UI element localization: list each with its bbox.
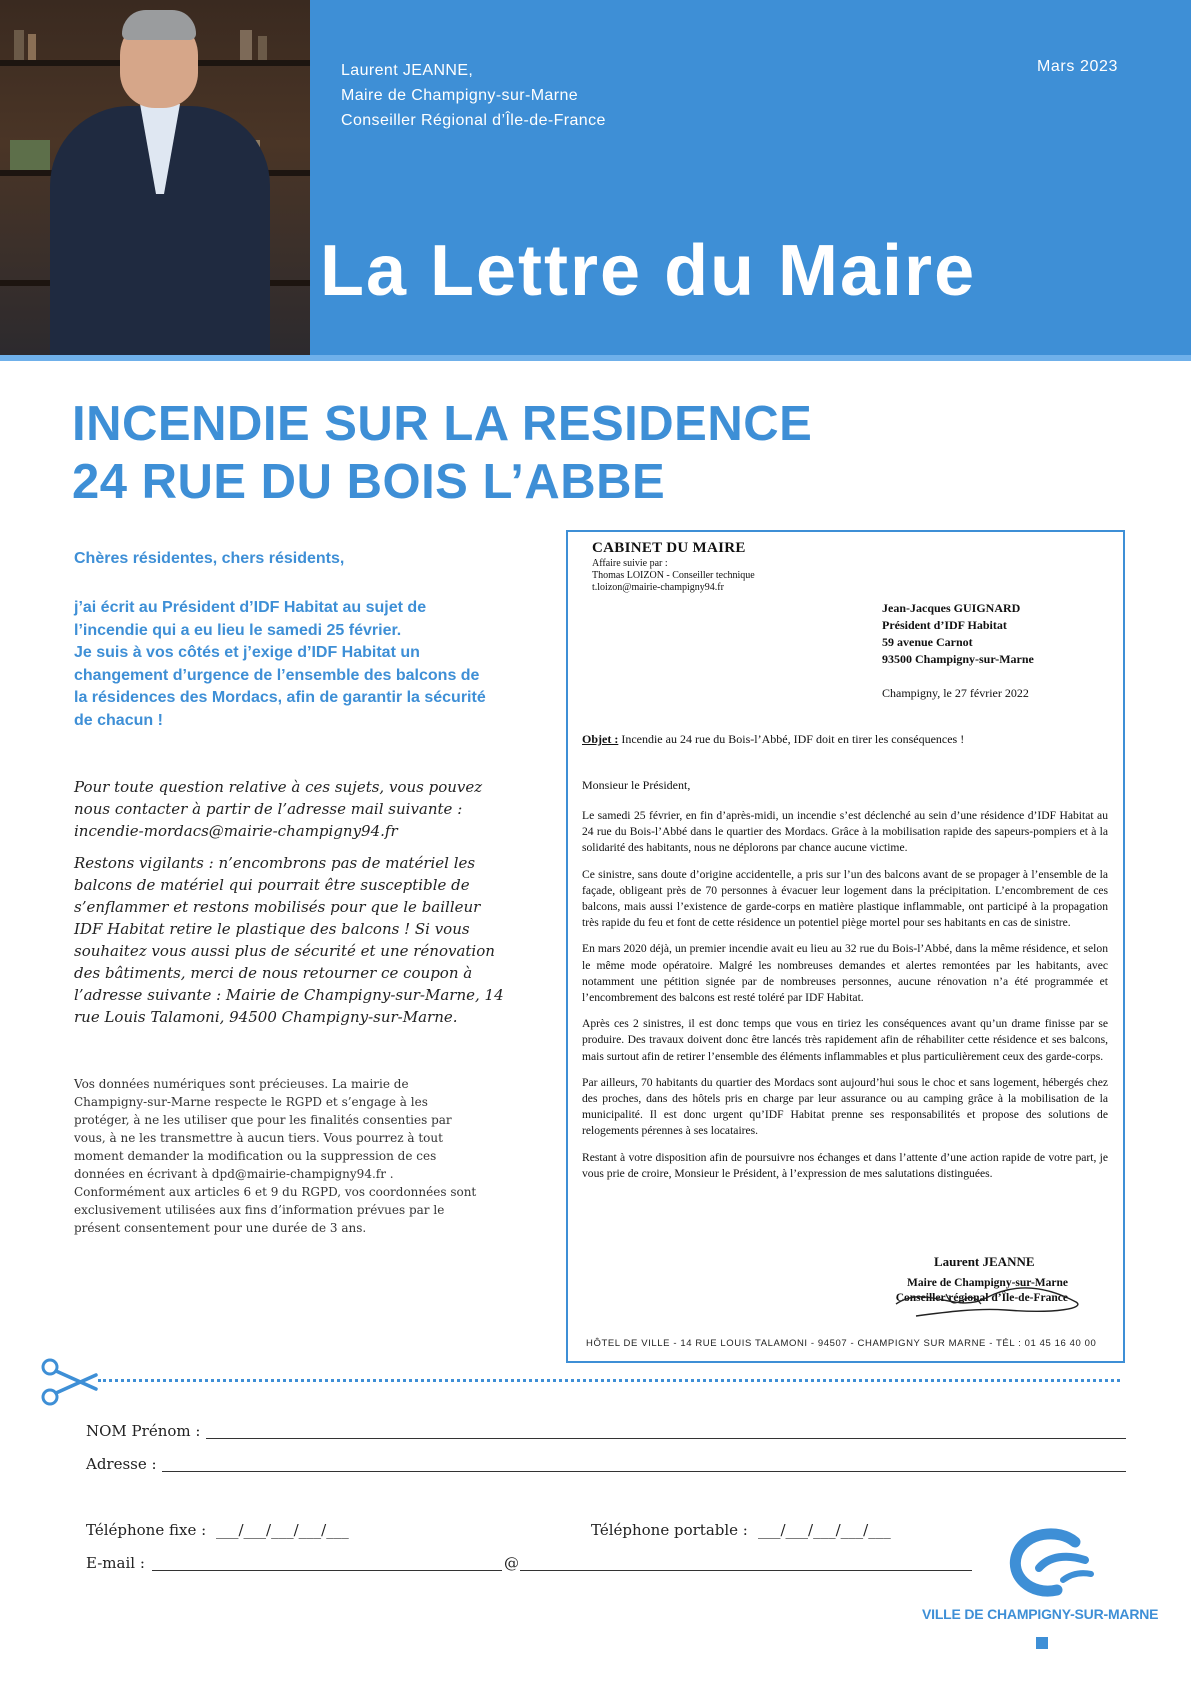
email-local-field[interactable] (152, 1570, 502, 1571)
book (14, 30, 24, 60)
hair (122, 10, 196, 40)
email-at-sign: @ (504, 1554, 519, 1572)
mayor-photo (0, 0, 310, 358)
email-label: E-mail : (86, 1554, 145, 1572)
headline-line: INCENDIE SUR LA RESIDENCE (72, 397, 813, 451)
contact-paragraph: Pour toute question relative à ces sujets, vous pouvez nous contacter à partir de l’adresse mail suivante : incendie-mordacs@mairie-champigny94.fr (74, 778, 483, 840)
headline-line: 24 RUE DU BOIS L’ABBE (72, 455, 666, 509)
recipient-street: 59 avenue Carnot (882, 635, 973, 649)
letter-scan (566, 530, 1125, 1363)
object-text: Incendie au 24 rue du Bois-l’Abbé, IDF doit en tirer les conséquences ! (618, 732, 965, 746)
address-field[interactable] (162, 1471, 1126, 1472)
letter-date: Champigny, le 27 février 2022 (882, 686, 1029, 700)
letter-body (582, 808, 1108, 1192)
address-label: Adresse : (86, 1455, 157, 1473)
recipient-city: 93500 Champigny-sur-Marne (882, 652, 1034, 666)
letter-cabinet: CABINET DU MAIRE (592, 540, 746, 556)
followed-email: t.loizon@mairie-champigny94.fr (592, 582, 724, 593)
book (240, 30, 252, 60)
phone-mobile-field[interactable]: ___/___/___/___/___ (758, 1521, 891, 1539)
letter-followed-by (592, 558, 755, 594)
issue-date: Mars 2023 (1037, 58, 1118, 75)
letter-recipient (882, 600, 1034, 668)
signer-name: Laurent JEANNE (934, 1254, 1035, 1269)
followed-name: Thomas LOIZON - Conseiller technique (592, 570, 755, 581)
letter-object (582, 732, 1107, 747)
recipient-name: Jean-Jacques GUIGNARD (882, 601, 1021, 615)
signer-role: Maire de Champigny-sur-Marne (907, 1277, 1068, 1289)
book (28, 34, 36, 60)
letter-paragraph: Le samedi 25 février, en fin d’après-midi, un incendie s’est déclenché au sein d’une résidence d’IDF Habitat au 24 rue du Bois-l’Abbé dans le quartier des Mordacs. Grâce à la mobilisation rapide des sapeurs-pompiers et à la solidarité des habitants, nous ne déplorons par chance aucune victime. (582, 809, 1108, 855)
book (258, 36, 267, 60)
object-label: Objet : (582, 732, 619, 746)
city-name: VILLE DE CHAMPIGNY-SUR-MARNE (922, 1606, 1159, 1622)
letter-paragraph: Restant à votre disposition afin de poursuivre nos échanges et dans l’attente d’une action rapide de votre part, je vous prie de croire, Monsieur le Président, à l’expression de mes salutations distinguées. (582, 1150, 1108, 1180)
vigilance-paragraph: Restons vigilants : n’encombrons pas de matériel les balcons de matériel qui pourrait être susceptible de s’enflammer et restons mobilisés pour que le bailleur IDF Habitat retire le plastique des balcons ! Si vous souhaitez vous aussi plus de sécurité et une rénovation des bâtiments, merci de nous retourner ce coupon à l’adresse suivante : Mairie de Champigny-sur-Marne, 14 rue Louis Talamoni, 94500 Champigny-sur-Marne. (74, 854, 504, 1026)
intro-paragraph: Je suis à vos côtés et j’exige d’IDF Habitat un changement d’urgence de l’ensemble des balcons de la résidences des Mordacs, afin de garantir la sécurité de chacun ! (74, 644, 486, 729)
author-block (341, 58, 606, 133)
letter-paragraph: Ce sinistre, sans doute d’origine accidentelle, a pris sur l’un des balcons avant de se propager à l’ensemble de la façade, obligeant près de 70 personnes à évacuer leur logement dans la précipitation. L’encombrement de ces balcons, mais aussi l’existence de garde-corps en matière plastique inflammable, ont participé à la propagation très rapide du feu et font de cette résidence un potentiel piège mortel pour ses habitants en cas de sinistre. (582, 867, 1108, 930)
champigny-logo-icon (1005, 1528, 1095, 1600)
author-role: Conseiller Régional d’Île-de-France (341, 112, 606, 129)
header-divider (0, 355, 1191, 361)
intro-text (74, 597, 494, 732)
scissors-icon (40, 1357, 98, 1407)
intro-paragraph: j’ai écrit au Président d’IDF Habitat au sujet de l’incendie qui a eu lieu le samedi 25 février. (74, 599, 427, 639)
email-domain-field[interactable] (520, 1570, 972, 1571)
newsletter-title: La Lettre du Maire (320, 231, 977, 311)
name-label: NOM Prénom : (86, 1422, 201, 1440)
handwritten-signature (886, 1274, 1096, 1322)
phone-fixed-field[interactable]: ___/___/___/___/___ (216, 1521, 349, 1539)
author-role: Maire de Champigny-sur-Marne (341, 87, 579, 104)
author-name: Laurent JEANNE, (341, 62, 474, 79)
header-band (0, 0, 1191, 358)
letter-salutation: Monsieur le Président, (582, 778, 691, 792)
letter-paragraph: En mars 2020 déjà, un premier incendie avait eu lieu au 32 rue du Bois-l’Abbé, dans la même résidence, et selon le même mode opératoire. Malgré les nombreuses demandes et alertes remontées par les habitants, avec notamment une pétition signée par de nombreuses personnes, aucune rénovation n’a été programmée et l’encombrement des balcons est resté toléré par IDF Habitat. (582, 942, 1108, 1005)
phone-mobile-label: Téléphone portable : (591, 1521, 748, 1539)
headline (72, 395, 812, 511)
logo-square (1036, 1637, 1048, 1649)
letter-paragraph: Après ces 2 sinistres, il est donc temps que vous en tiriez les conséquences avant qu’un drame finisse par se produire. Des travaux doivent donc être lancés très rapidement afin de réhabiliter cette résidence et ses balcons, mais surtout afin de retirer l’ensemble des éléments inflammables et plus particulièrement ceux des garde-corps. (582, 1017, 1108, 1063)
letter-paragraph: Par ailleurs, 70 habitants du quartier des Mordacs sont aujourd’hui sous le choc et sans logement, hébergés chez des proches, dans des hôtels pris en charge par leur assurance ou au camping grâce à la mobilisation de la municipalité. Il est donc urgent qu’IDF Habitat prenne ses responsabilités et propose des solutions de relogements pérennes à ses locataires. (582, 1075, 1108, 1138)
picture-frame (10, 140, 50, 170)
cut-line (98, 1379, 1120, 1382)
signer-role: Conseiller régional d’Île-de-France (895, 1292, 1068, 1304)
phone-fixed-label: Téléphone fixe : (86, 1521, 207, 1539)
letter-footer: HÔTEL DE VILLE - 14 RUE LOUIS TALAMONI - 94507 - CHAMPIGNY SUR MARNE - TÉL : 01 45 16 40 00 (586, 1338, 1097, 1349)
recipient-title: Président d’IDF Habitat (882, 618, 1007, 632)
name-field[interactable] (206, 1438, 1126, 1439)
greeting: Chères résidentes, chers résidents, (74, 550, 345, 567)
privacy-notice: Vos données numériques sont précieuses. La mairie de Champigny-sur-Marne respecte le RGPD et s’engage à les protéger, à ne les utiliser que pour les finalités consenties par vous, à ne les transmettre à aucun tiers. Vous pourrez à tout moment demander la modification ou la suppression de ces données en écrivant à dpd@mairie-champigny94.fr . Conformément aux articles 6 et 9 du RGPD, vos coordonnées sont exclusivement utilisées aux fins d’information prévues par le présent consentement pour une durée de 3 ans. (74, 1077, 477, 1235)
followed-label: Affaire suivie par : (592, 558, 668, 569)
